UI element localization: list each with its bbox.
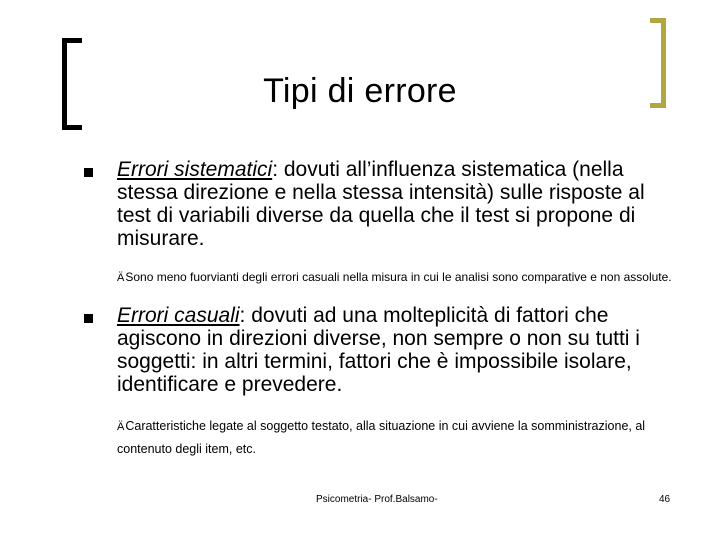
bullet-square-icon xyxy=(84,168,93,177)
bullet-term: Errori sistematici xyxy=(117,158,273,181)
sub-note-sistematici xyxy=(117,270,687,285)
sub-note-text: Sono meno fuorvianti degli errori casuali nella misura in cui le analisi sono comparative e non assolute. xyxy=(125,270,672,284)
bullet-body: : dovuti all’influenza sistematica (nella stessa direzione e nella stessa intensità) sulle risposte al test di variabili diverse da quella che il test si propone di misurare. xyxy=(117,158,645,250)
footer-author: Psicometria- Prof.Balsamo- xyxy=(316,494,438,505)
bullet-sistematici xyxy=(117,158,677,250)
bullet-casuali xyxy=(117,304,677,396)
bullet-body: : dovuti ad una molteplicità di fattori che agiscono in direzioni diverse, non sempre o non su tutti i soggetti: in altri termini, fattori che è impossibile isolare, identificare e prevedere. xyxy=(117,304,640,396)
arrow-icon: Ä xyxy=(117,272,125,284)
sub-note-text: Caratteristiche legate al soggetto testato, alla situazione in cui avviene la somministrazione, al contenuto degli item, etc. xyxy=(117,419,646,456)
sub-note-casuali xyxy=(117,415,687,460)
bullet-square-icon xyxy=(84,314,93,323)
arrow-icon: Ä xyxy=(117,421,125,433)
bullet-term: Errori casuali xyxy=(117,304,240,327)
footer-page-number: 46 xyxy=(659,494,671,505)
slide-title: Tipi di errore xyxy=(263,72,457,110)
